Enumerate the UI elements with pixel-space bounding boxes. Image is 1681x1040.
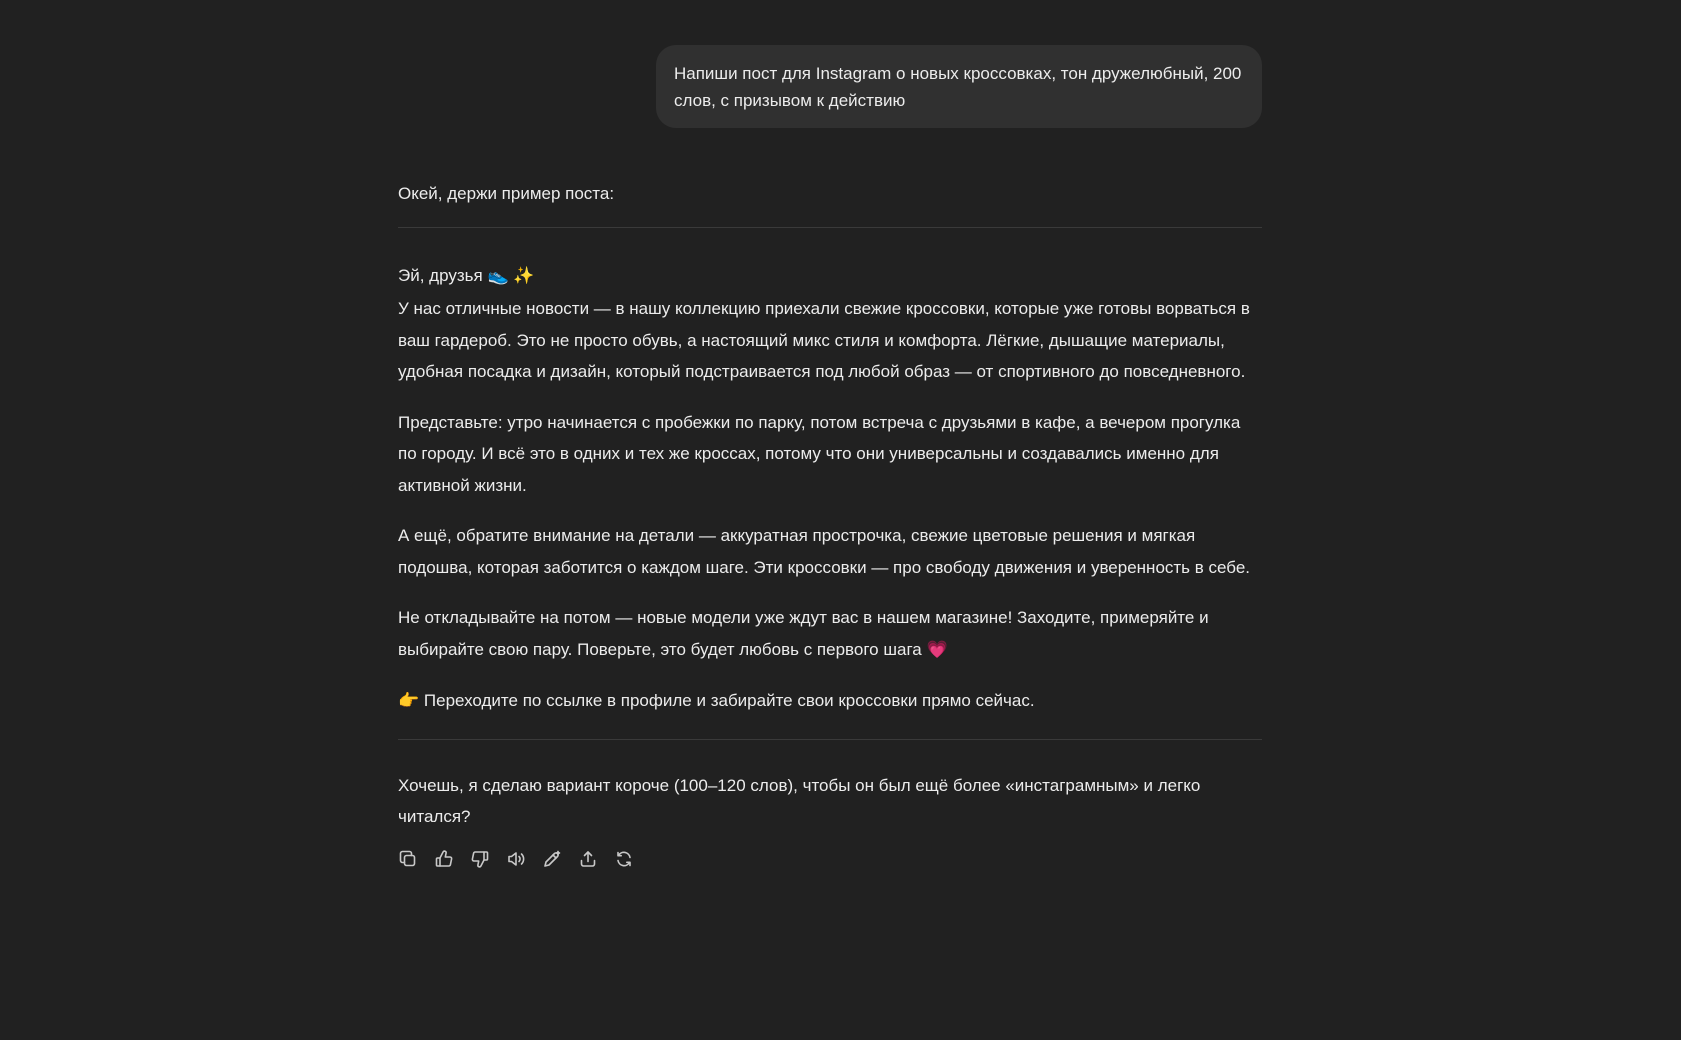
read-aloud-button[interactable]	[502, 845, 530, 873]
sneaker-emoji-icon: 👟	[487, 266, 509, 286]
thumbs-down-icon	[470, 849, 490, 869]
post-paragraph-3: А ещё, обратите внимание на детали — аккуратная прострочка, свежие цветовые решения и мягкая подошва, которая заботится о каждом шаге. Эти кроссовки — про свободу движения и уверенность в себе.	[398, 526, 1251, 577]
good-response-button[interactable]	[430, 845, 458, 873]
sparkles-emoji-icon: ✨	[513, 266, 535, 286]
regenerate-button[interactable]	[610, 845, 638, 873]
assistant-outro: Хочешь, я сделаю вариант короче (100–120 слов), чтобы он был ещё более «инстаграмным» и легко читался?	[398, 775, 1201, 826]
assistant-intro: Окей, держи пример поста:	[398, 184, 615, 203]
user-message-bubble: Напиши пост для Instagram о новых кроссовках, тон дружелюбный, 200 слов, с призывом к действию	[656, 45, 1262, 128]
share-button[interactable]	[574, 845, 602, 873]
post-paragraph-2: Представьте: утро начинается с пробежки по парку, потом встреча с друзьями в кафе, а вечером прогулка по городу. И всё это в одних и тех же кроссах, потому что они универсальны и создавались именно для активной жизни.	[398, 412, 1241, 495]
message-actions-toolbar	[394, 845, 1262, 873]
regenerate-icon	[614, 849, 634, 869]
bad-response-button[interactable]	[466, 845, 494, 873]
assistant-message	[398, 180, 1262, 873]
divider-top	[398, 227, 1262, 228]
post-cta	[398, 685, 1262, 718]
instagram-post	[398, 262, 1262, 718]
divider-bottom	[398, 739, 1262, 740]
post-greeting-text: Эй, друзья	[398, 266, 483, 285]
user-message-row	[398, 45, 1262, 128]
copy-icon	[398, 849, 418, 869]
heart-emoji-icon: 💗	[926, 639, 948, 660]
pointing-hand-emoji-icon: 👉	[398, 691, 420, 711]
share-icon	[578, 849, 598, 869]
chat-thread	[398, 45, 1262, 873]
edit-button[interactable]	[538, 845, 566, 873]
speaker-icon	[506, 849, 526, 869]
copy-button[interactable]	[394, 845, 422, 873]
post-paragraph-1: У нас отличные новости — в нашу коллекцию приехали свежие кроссовки, которые уже готовы ворваться в ваш гардероб. Это не просто обувь, а настоящий микс стиля и комфорта. Лёгкие, дышащие материалы, удобная посадка и дизайн, который подстраивается под любой образ — от спортивного до повседневного.	[398, 299, 1250, 381]
thumbs-up-icon	[434, 849, 454, 869]
post-paragraph-4-text: Не откладывайте на потом — новые модели уже ждут вас в нашем магазине! Заходите, примеряйте и выбирайте свою пару. Поверьте, это будет любовь с первого шага	[398, 608, 1209, 659]
post-paragraph-4	[398, 602, 1262, 666]
post-greeting	[398, 262, 1262, 290]
post-cta-text: Переходите по ссылке в профиле и забирайте свои кроссовки прямо сейчас.	[423, 691, 1035, 710]
edit-pencil-icon	[542, 849, 562, 869]
